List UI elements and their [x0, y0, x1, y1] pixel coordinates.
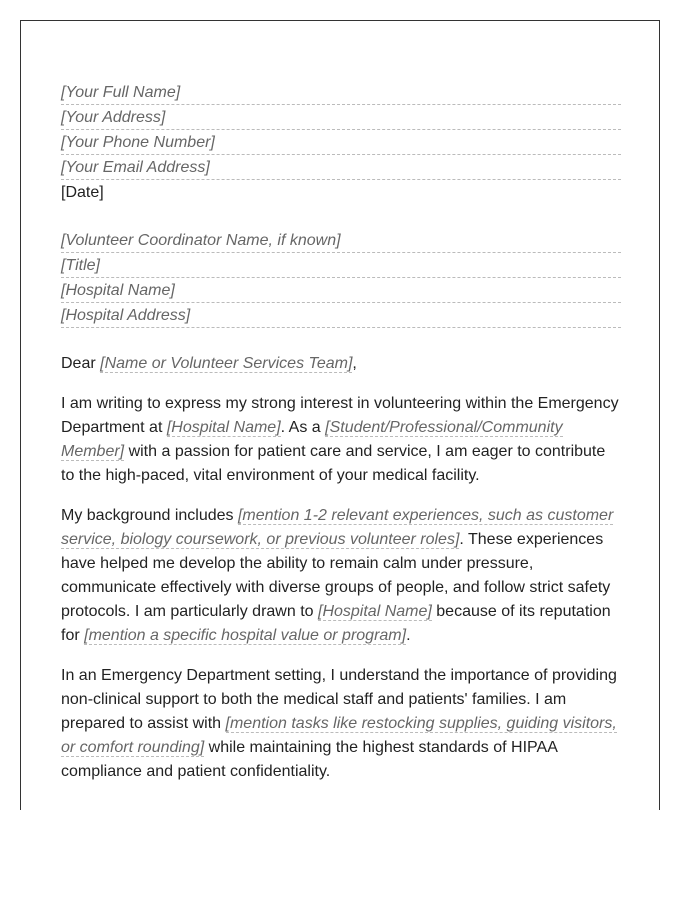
paragraph-text: while maintaining the highest standards of HIPAA compliance and patient confidentiality. — [61, 739, 557, 780]
salutation-name-field[interactable]: [Name or Volunteer Services Team] — [100, 355, 353, 372]
body-paragraph-2 — [61, 504, 621, 648]
paragraph-text: . — [406, 627, 411, 644]
experiences-placeholder[interactable]: [mention 1-2 relevant experiences, such as customer service, biology coursework, or previous volunteer roles] — [61, 507, 614, 548]
recipient-hospital-address-field[interactable]: [Hospital Address] — [61, 304, 621, 328]
hospital-name-placeholder[interactable]: [Hospital Name] — [318, 603, 432, 620]
salutation-suffix: , — [352, 355, 357, 372]
letter-page — [20, 20, 660, 810]
date-line: [Date] — [61, 184, 104, 201]
recipient-hospital-name-field[interactable]: [Hospital Name] — [61, 279, 621, 303]
paragraph-text: My background includes — [61, 507, 238, 524]
recipient-block — [61, 229, 621, 328]
tasks-placeholder[interactable]: [mention tasks like restocking supplies, guiding visitors, or comfort rounding] — [61, 715, 617, 756]
recipient-coordinator-field[interactable]: [Volunteer Coordinator Name, if known] — [61, 229, 621, 253]
role-placeholder[interactable]: [Student/Professional/Community Member] — [61, 419, 563, 460]
paragraph-text: I am writing to express my strong interest in volunteering within the Emergency Department at — [61, 395, 619, 436]
hospital-name-placeholder[interactable]: [Hospital Name] — [166, 419, 281, 436]
body-paragraph-1 — [61, 392, 621, 488]
hospital-value-placeholder[interactable]: [mention a specific hospital value or program] — [84, 627, 407, 644]
sender-phone-field[interactable]: [Your Phone Number] — [61, 131, 621, 155]
letter-content — [61, 81, 621, 784]
paragraph-text: . These experiences have helped me develop the ability to remain calm under pressure, communicate effectively with diverse groups of people, and follow strict safety protocols. I am particularly drawn to — [61, 531, 611, 620]
body-paragraph-3 — [61, 664, 621, 784]
paragraph-text: . As a — [280, 419, 326, 436]
salutation — [61, 352, 621, 376]
sender-full-name-field[interactable]: [Your Full Name] — [61, 81, 621, 105]
paragraph-text: In an Emergency Department setting, I understand the importance of providing non-clinical support to both the medical staff and patients' families. I am prepared to assist with — [61, 667, 617, 732]
spacer — [61, 206, 621, 229]
sender-email-field[interactable]: [Your Email Address] — [61, 156, 621, 180]
recipient-title-field[interactable]: [Title] — [61, 254, 621, 278]
paragraph-text: because of its reputation for — [61, 603, 611, 644]
paragraph-text: with a passion for patient care and service, I am eager to contribute to the high-paced, vital environment of your medical facility. — [61, 443, 606, 484]
sender-block — [61, 81, 621, 205]
sender-address-field[interactable]: [Your Address] — [61, 106, 621, 130]
salutation-prefix: Dear — [61, 355, 101, 372]
